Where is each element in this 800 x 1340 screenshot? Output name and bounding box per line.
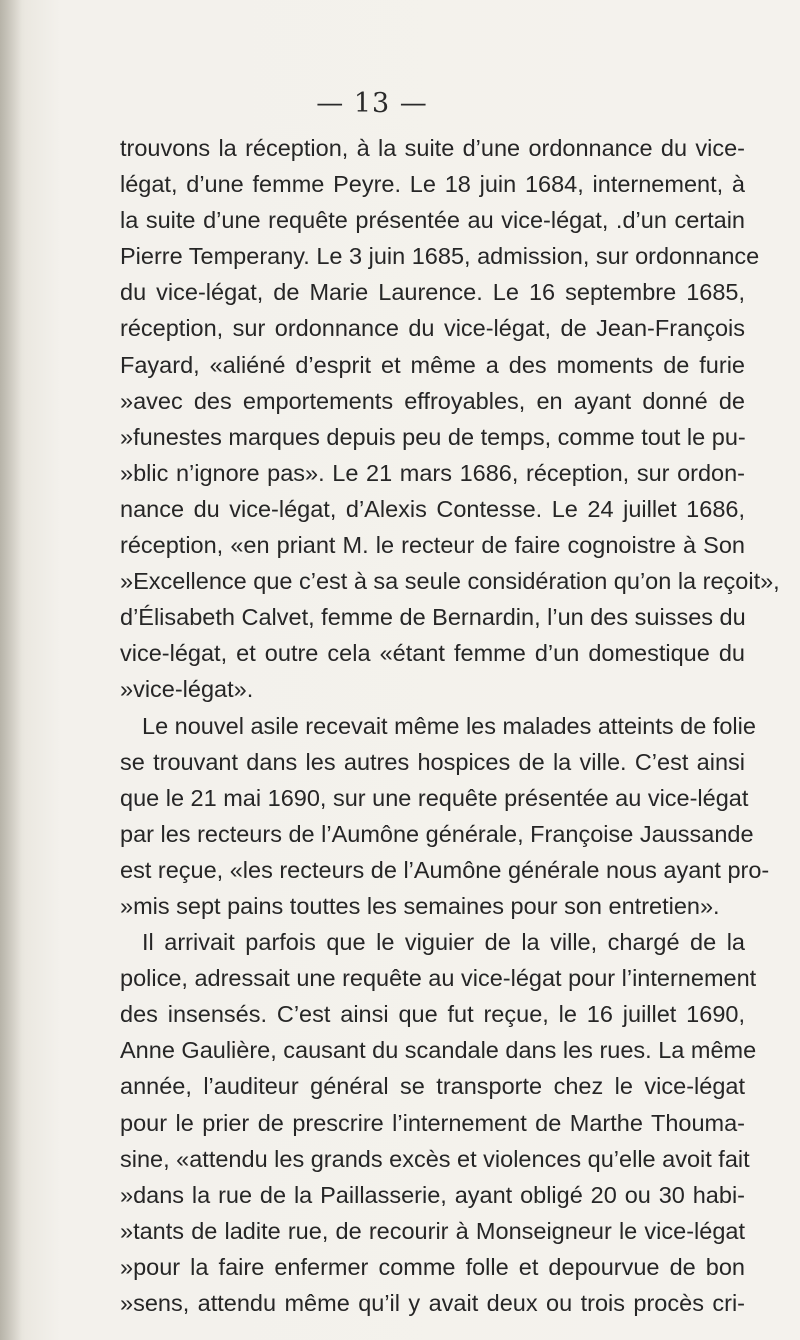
text-line: sine, «attendu les grands excès et violences qu’elle avoit fait bbox=[120, 1145, 750, 1172]
text-line: »blic n’ignore pas». Le 21 mars 1686, réception, sur ordon- bbox=[120, 459, 745, 486]
text-line: réception, «en priant M. le recteur de faire cognoistre à Son bbox=[120, 532, 745, 559]
text-line: d’Élisabeth Calvet, femme de Bernardin, l’un des suisses du bbox=[120, 604, 746, 631]
text-line: »sens, attendu même qu’il y avait deux ou trois procès cri- bbox=[120, 1290, 745, 1316]
text-line: la suite d’une requête présentée au vice-légat, .d’un certain bbox=[120, 207, 745, 234]
text-line: réception, sur ordonnance du vice-légat, de Jean-François bbox=[120, 315, 745, 342]
text-line: année, l’auditeur général se transporte chez le vice-légat bbox=[120, 1073, 745, 1100]
paragraph-start-line: Il arrivait parfois que le viguier de la ville, chargé de la bbox=[142, 929, 745, 956]
text-line: est reçue, «les recteurs de l’Aumône générale nous ayant pro- bbox=[120, 856, 770, 883]
text-line: Pierre Temperany. Le 3 juin 1685, admission, sur ordonnance bbox=[120, 243, 760, 270]
paragraph-start-line: Le nouvel asile recevait même les malades atteints de folie bbox=[142, 712, 756, 739]
text-line: police, adressait une requête au vice-légat pour l’internement bbox=[120, 965, 757, 992]
text-line: »mis sept pains touttes les semaines pour son entretien». bbox=[120, 892, 720, 919]
text-line: »funestes marques depuis peu de temps, comme tout le pu- bbox=[120, 423, 746, 450]
text-line: par les recteurs de l’Aumône générale, Françoise Jaussande bbox=[120, 820, 754, 847]
text-line: nance du vice-légat, d’Alexis Contesse. Le 24 juillet 1686, bbox=[120, 495, 745, 522]
text-line: trouvons la réception, à la suite d’une ordonnance du vice- bbox=[120, 135, 745, 161]
text-line: Fayard, «aliéné d’esprit et même a des moments de furie bbox=[120, 351, 745, 378]
text-line: vice-légat, et outre cela «étant femme d’un domestique du bbox=[120, 640, 745, 667]
text-line: du vice-légat, de Marie Laurence. Le 16 septembre 1685, bbox=[120, 279, 745, 306]
text-line: »pour la faire enfermer comme folle et depourvue de bon bbox=[120, 1253, 745, 1280]
text-line: légat, d’une femme Peyre. Le 18 juin 1684, internement, à bbox=[120, 171, 745, 198]
text-line: pour le prier de prescrire l’internement de Marthe Thouma- bbox=[120, 1109, 745, 1136]
text-line: des insensés. C’est ainsi que fut reçue, le 16 juillet 1690, bbox=[120, 1001, 745, 1028]
text-line: »tants de ladite rue, de recourir à Monseigneur le vice-légat bbox=[120, 1217, 745, 1244]
text-line: se trouvant dans les autres hospices de la ville. C’est ainsi bbox=[120, 748, 745, 775]
text-line: que le 21 mai 1690, sur une requête présentée au vice-légat bbox=[120, 784, 749, 811]
page-number: — 13 — bbox=[316, 88, 428, 119]
page-binding-shadow bbox=[0, 0, 22, 1340]
text-line: »vice-légat». bbox=[120, 676, 254, 703]
text-line: »avec des emportements effroyables, en ayant donné de bbox=[120, 387, 745, 414]
text-line: Anne Gaulière, causant du scandale dans les rues. La même bbox=[120, 1037, 757, 1064]
body-text bbox=[120, 130, 780, 1321]
text-line: »Excellence que c’est à sa seule considération qu’on la reçoit», bbox=[120, 568, 780, 595]
text-line: »dans la rue de la Paillasserie, ayant obligé 20 ou 30 habi- bbox=[120, 1181, 745, 1208]
